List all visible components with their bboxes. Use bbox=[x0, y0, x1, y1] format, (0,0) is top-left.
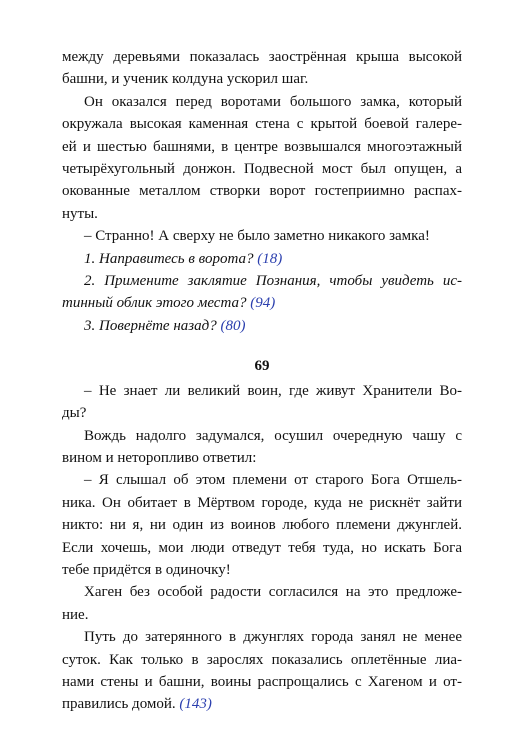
choice-link[interactable]: (143) bbox=[179, 696, 212, 713]
text-line: суток. Как только в зарослях показались оплетённые лиа- bbox=[62, 651, 462, 668]
text-line: между деревьями показалась заострённая крыша высокой bbox=[62, 49, 462, 65]
text-line: нуты. bbox=[62, 205, 98, 222]
section-number: 69 bbox=[254, 358, 270, 375]
text-line: тебе придётся в одиночку! bbox=[62, 561, 231, 578]
choice-item-continued[interactable] bbox=[62, 292, 462, 314]
choice-link[interactable]: (80) bbox=[220, 317, 246, 334]
choice-link[interactable]: (18) bbox=[257, 250, 283, 267]
choice-text: тинный облик этого места? bbox=[62, 295, 247, 312]
text-line: Хаген без особой радости согласился на это предложе- bbox=[84, 584, 462, 601]
paragraph-tower bbox=[62, 46, 462, 91]
text-line: башни, и ученик колдуна ускорил шаг. bbox=[62, 71, 309, 88]
choices-list bbox=[62, 248, 462, 338]
section-gap bbox=[62, 337, 462, 345]
text-line: – Я слышал об этом племени от старого Бога Отшель- bbox=[84, 472, 462, 489]
text-line: четырёхугольный донжон. Подвесной мост был опущен, а bbox=[62, 161, 462, 178]
text-line: Вождь надолго задумался, осушил очередную чашу с bbox=[84, 427, 462, 444]
choice-item[interactable] bbox=[62, 248, 462, 270]
text-line: Если хочешь, мои люди отведут тебя туда, но искать Бога bbox=[62, 539, 462, 556]
text-line: ды? bbox=[62, 405, 87, 422]
text-line: никто: ни я, ни один из воинов любого племени джунглей. bbox=[62, 517, 462, 534]
paragraph-question bbox=[62, 380, 462, 425]
choice-item[interactable]: 2. Примените заклятие Познания, чтобы увидеть ис- bbox=[84, 273, 462, 290]
choice-link[interactable]: (94) bbox=[250, 295, 276, 312]
choice-text: 1. Направитесь в ворота? bbox=[84, 250, 254, 267]
text-line: окружала высокая каменная стена с крытой боевой галере- bbox=[62, 116, 462, 133]
exclamation-line: – Странно! А сверху не было заметно никакого замка! bbox=[84, 228, 430, 245]
text-line: ей и шестью башнями, в центре возвышался многоэтажный bbox=[62, 138, 462, 155]
paragraph-castle bbox=[62, 91, 462, 225]
choice-item[interactable] bbox=[62, 315, 462, 337]
text-line: ние. bbox=[62, 606, 89, 623]
book-page bbox=[62, 46, 462, 716]
text-line: ника. Он обитает в Мёртвом городе, куда не рискнёт зайти bbox=[62, 494, 462, 511]
paragraph-hagen bbox=[62, 581, 462, 626]
text-line: Путь до затерянного в джунглях города занял не менее bbox=[84, 629, 462, 646]
text-line: Он оказался перед воротами большого замка, который bbox=[84, 93, 462, 110]
text-line: – Не знает ли великий воин, где живут Хранители Во- bbox=[84, 382, 462, 399]
text-line-last bbox=[62, 693, 462, 715]
text-line: вином и неторопливо ответил: bbox=[62, 449, 257, 466]
text-line: окованные металлом створки ворот гостеприимно распах- bbox=[62, 183, 462, 200]
text-line: правились домой. bbox=[62, 696, 176, 713]
paragraph-chief bbox=[62, 425, 462, 470]
paragraph-journey bbox=[62, 626, 462, 716]
text-line: нами стены и башни, воины распрощались с Хагеном и от- bbox=[62, 673, 462, 690]
paragraph-reply bbox=[62, 469, 462, 581]
choice-text: 3. Повернёте назад? bbox=[84, 317, 217, 334]
